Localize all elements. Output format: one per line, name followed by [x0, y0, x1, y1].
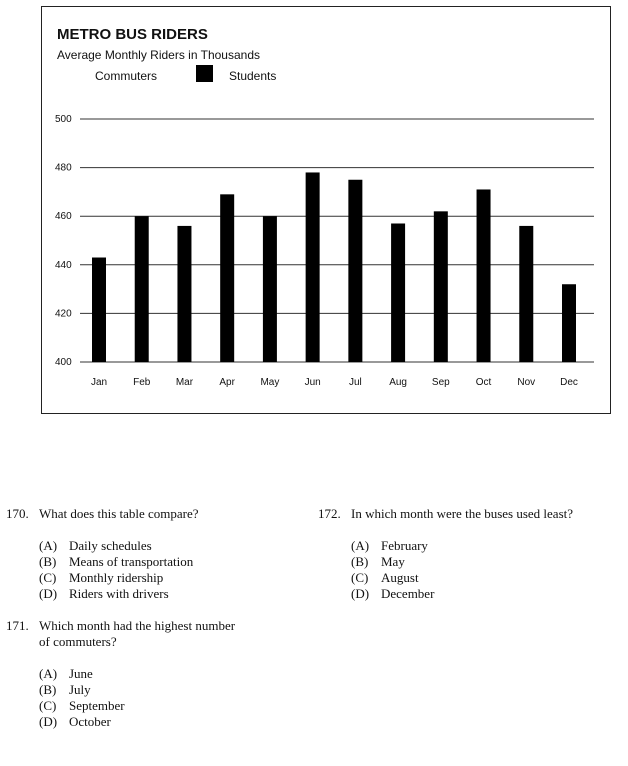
- x-tick-label-nov: Nov: [517, 377, 536, 388]
- x-tick-label-apr: Apr: [219, 377, 235, 388]
- x-tick-label-mar: Mar: [175, 377, 194, 388]
- question-171-option-a[interactable]: (A) June: [39, 666, 93, 681]
- y-tick-label: 460: [55, 211, 72, 223]
- question-stem-line-1: Which month had the highest number: [39, 618, 236, 633]
- bar-chart: [42, 7, 610, 413]
- question-170-option-a[interactable]: (A) Daily schedules: [39, 538, 152, 553]
- legend-label-students: Students: [229, 69, 277, 83]
- bar-may: [263, 216, 277, 362]
- bar-apr: [220, 194, 234, 362]
- bar-jun: [306, 172, 320, 362]
- x-tick-label-feb: Feb: [133, 377, 151, 388]
- bar-aug: [391, 223, 405, 362]
- question-172-option-d[interactable]: (D) December: [351, 586, 435, 601]
- question-172-option-c[interactable]: (C) August: [351, 570, 419, 585]
- question-170-option-d[interactable]: (D) Riders with drivers: [39, 586, 169, 601]
- question-stem: What does this table compare?: [39, 506, 199, 521]
- x-tick-label-oct: Oct: [475, 377, 492, 388]
- x-tick-label-jun: Jun: [304, 377, 321, 388]
- chart-frame: [41, 6, 611, 414]
- x-tick-label-sep: Sep: [431, 377, 450, 388]
- question-172-option-a[interactable]: (A) February: [351, 538, 428, 553]
- question-171: [6, 618, 296, 652]
- bar-feb: [135, 216, 149, 362]
- bar-mar: [177, 226, 191, 362]
- question-170-option-c[interactable]: (C) Monthly ridership: [39, 570, 164, 585]
- question-stem: In which month were the buses used least?: [351, 506, 574, 521]
- bar-jul: [348, 180, 362, 362]
- question-172-option-b[interactable]: (B) May: [351, 554, 405, 569]
- question-number: 172.: [318, 506, 341, 521]
- bar-nov: [519, 226, 533, 362]
- question-171-option-c[interactable]: (C) September: [39, 698, 125, 713]
- y-tick-label: 420: [55, 308, 72, 320]
- chart-title: METRO BUS RIDERS: [57, 26, 208, 43]
- x-tick-label-dec: Dec: [560, 377, 578, 388]
- y-tick-label: 400: [55, 357, 72, 368]
- bar-jan: [92, 258, 106, 362]
- question-number: 170.: [6, 506, 29, 521]
- question-171-option-b[interactable]: (B) July: [39, 682, 91, 697]
- x-tick-label-may: May: [260, 377, 280, 388]
- chart-subtitle: Average Monthly Riders in Thousands: [57, 48, 261, 62]
- question-number: 171.: [6, 618, 29, 633]
- x-tick-label-jul: Jul: [348, 377, 362, 388]
- question-171-option-d[interactable]: (D) October: [39, 714, 111, 729]
- y-tick-label: 440: [55, 259, 72, 271]
- bar-oct: [477, 189, 491, 362]
- x-tick-label-aug: Aug: [389, 377, 407, 388]
- legend-swatch-students: [196, 65, 213, 82]
- question-stem-line-2: of commuters?: [39, 634, 117, 649]
- x-tick-label-jan: Jan: [90, 377, 108, 388]
- y-tick-label: 480: [55, 162, 72, 174]
- y-tick-label: 500: [55, 114, 72, 125]
- bar-sep: [434, 211, 448, 362]
- legend-label-commuters: Commuters: [95, 69, 158, 83]
- question-170-option-b[interactable]: (B) Means of transportation: [39, 554, 194, 569]
- bar-dec: [562, 284, 576, 362]
